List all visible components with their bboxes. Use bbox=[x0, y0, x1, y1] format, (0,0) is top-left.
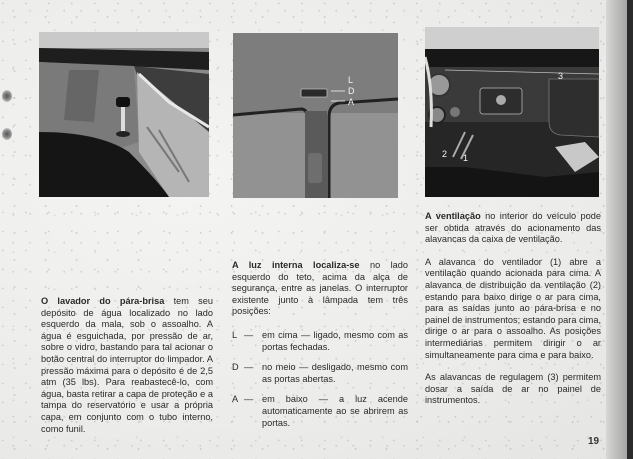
page-edge-shadow bbox=[606, 0, 633, 459]
dash: — bbox=[244, 394, 254, 405]
label-A: A bbox=[348, 97, 355, 107]
list-item bbox=[232, 394, 408, 429]
paragraph: As alavancas de regulagem (3) permitem dosar a saída de ar no painel de instrumentos. bbox=[425, 372, 601, 406]
binder-hole bbox=[2, 90, 12, 102]
paragraph bbox=[232, 260, 408, 318]
switch-positions-list bbox=[232, 330, 408, 429]
lead-heading: A luz interna localiza-se bbox=[232, 260, 360, 270]
label-3: 3 bbox=[558, 71, 564, 81]
list-item bbox=[232, 330, 408, 353]
photo-interior-light bbox=[233, 33, 398, 198]
label-D: D bbox=[348, 86, 355, 96]
column-interior-light bbox=[232, 260, 408, 438]
position-text: em baixo — a luz acende automaticamente ao se abrirem as portas. bbox=[262, 394, 408, 428]
paragraph bbox=[425, 211, 601, 246]
label-L: L bbox=[348, 75, 354, 85]
label-2: 2 bbox=[442, 149, 448, 159]
label-1: 1 bbox=[463, 153, 469, 163]
body-text: no lado esquerdo do teto, acima da alça de segurança, entre as janelas. O interruptor existente junto à lâmpada tem três posições: bbox=[232, 260, 409, 317]
paragraph: A alavanca do ventilador (1) abre a ventilação quando acionada para cima. A alavanca de distribuição da ventilação (2) estando para baixo dirige o ar para cima, para as saídas junto ao pára-brisa e no painel de instrumentos; estando para cima, dirige o ar para o assoalho. As posições intermediárias permitem dirigir o ar simultaneamente para cima e para baixo. bbox=[425, 256, 601, 360]
position-letter: A bbox=[232, 394, 239, 405]
lead-heading: O lavador do pára-brisa bbox=[41, 296, 165, 306]
list-item bbox=[232, 362, 408, 385]
position-text: no meio — desligado, mesmo com as portas abertas. bbox=[262, 362, 408, 384]
position-letter: L bbox=[232, 329, 238, 340]
dash: — bbox=[244, 362, 254, 373]
lead-heading: A ventilação bbox=[425, 211, 481, 221]
dash: — bbox=[244, 329, 254, 340]
column-windshield-washer bbox=[41, 296, 213, 435]
position-letter: D bbox=[232, 362, 239, 373]
page-number: 19 bbox=[588, 436, 600, 447]
body-text: no interior do veículo pode ser obtida através do acionamento das alavancas da caixa de ventilação. bbox=[425, 211, 601, 245]
body-text: tem seu depósito de água localizado no lado esquerdo da mala, sob o assoalho. A água é esguichada, por pressão de ar, sobre o vidro, bastando para tal acionar o botão central do interruptor do limpador. A pressão máxima para o depósito é de 2,5 atm (35 lbs). Para reabastecê-lo, com água, basta retirar a capa de proteção e a tampa do reservatório e usar a própria capa, em conjunto com o tubo interno, como funil. bbox=[41, 296, 213, 434]
photo-windshield-washer bbox=[39, 32, 209, 197]
binder-hole bbox=[2, 128, 12, 140]
position-text: em cima — ligado, mesmo com as portas fechadas. bbox=[262, 329, 408, 352]
photo-ventilation bbox=[425, 27, 599, 197]
paragraph bbox=[41, 296, 213, 435]
column-ventilation bbox=[425, 211, 601, 407]
